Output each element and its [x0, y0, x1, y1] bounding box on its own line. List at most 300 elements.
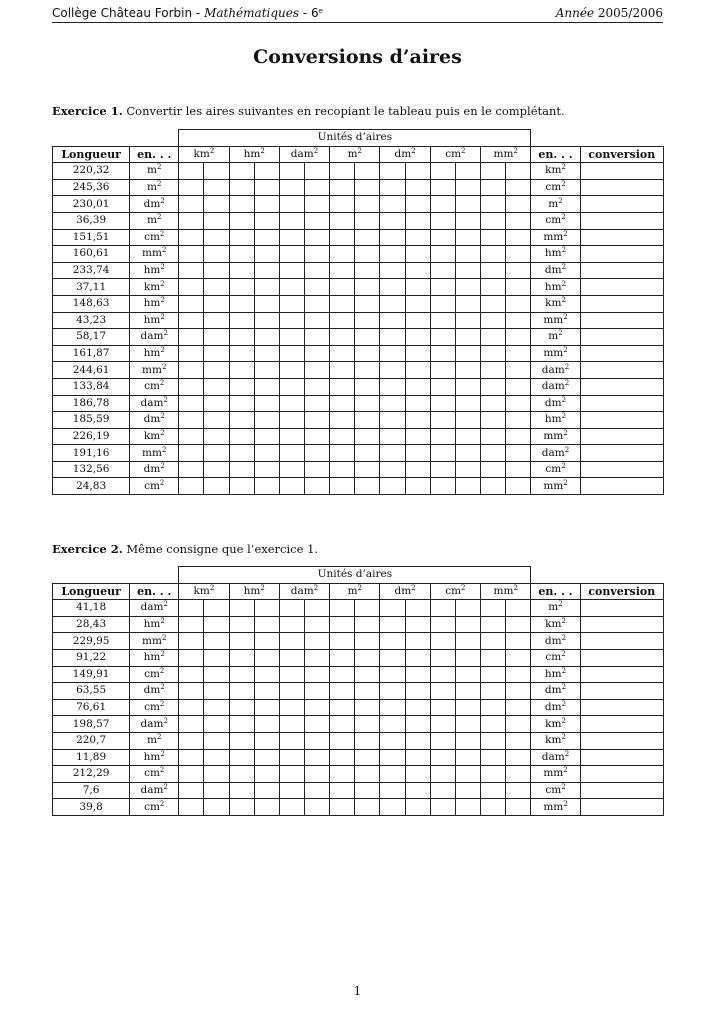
digit-cell[interactable] — [355, 395, 380, 412]
digit-cell[interactable] — [506, 229, 531, 246]
digit-cell[interactable] — [480, 246, 505, 263]
digit-cell[interactable] — [430, 295, 455, 312]
digit-cell[interactable] — [506, 163, 531, 180]
digit-cell[interactable] — [430, 412, 455, 429]
digit-cell[interactable] — [179, 362, 204, 379]
digit-cell[interactable] — [355, 782, 380, 799]
digit-cell[interactable] — [305, 782, 330, 799]
digit-cell[interactable] — [506, 766, 531, 783]
digit-cell[interactable] — [380, 782, 405, 799]
digit-cell[interactable] — [254, 246, 279, 263]
digit-cell[interactable] — [330, 395, 355, 412]
digit-cell[interactable] — [430, 179, 455, 196]
digit-cell[interactable] — [355, 649, 380, 666]
digit-cell[interactable] — [380, 649, 405, 666]
conversion-cell[interactable] — [580, 395, 663, 412]
digit-cell[interactable] — [455, 478, 480, 495]
digit-cell[interactable] — [380, 766, 405, 783]
conversion-cell[interactable] — [580, 229, 663, 246]
digit-cell[interactable] — [480, 312, 505, 329]
digit-cell[interactable] — [229, 295, 254, 312]
digit-cell[interactable] — [229, 246, 254, 263]
digit-cell[interactable] — [279, 262, 304, 279]
digit-cell[interactable] — [455, 229, 480, 246]
digit-cell[interactable] — [229, 666, 254, 683]
digit-cell[interactable] — [254, 395, 279, 412]
conversion-cell[interactable] — [580, 428, 663, 445]
digit-cell[interactable] — [430, 478, 455, 495]
digit-cell[interactable] — [305, 600, 330, 617]
digit-cell[interactable] — [204, 699, 229, 716]
digit-cell[interactable] — [204, 196, 229, 213]
digit-cell[interactable] — [380, 279, 405, 296]
digit-cell[interactable] — [405, 666, 430, 683]
digit-cell[interactable] — [229, 683, 254, 700]
digit-cell[interactable] — [506, 196, 531, 213]
digit-cell[interactable] — [179, 395, 204, 412]
digit-cell[interactable] — [405, 279, 430, 296]
digit-cell[interactable] — [204, 246, 229, 263]
digit-cell[interactable] — [279, 616, 304, 633]
digit-cell[interactable] — [204, 279, 229, 296]
digit-cell[interactable] — [330, 262, 355, 279]
digit-cell[interactable] — [254, 262, 279, 279]
digit-cell[interactable] — [455, 666, 480, 683]
digit-cell[interactable] — [355, 246, 380, 263]
digit-cell[interactable] — [480, 732, 505, 749]
digit-cell[interactable] — [455, 395, 480, 412]
digit-cell[interactable] — [455, 345, 480, 362]
digit-cell[interactable] — [229, 212, 254, 229]
digit-cell[interactable] — [229, 766, 254, 783]
digit-cell[interactable] — [330, 732, 355, 749]
digit-cell[interactable] — [506, 732, 531, 749]
digit-cell[interactable] — [279, 445, 304, 462]
digit-cell[interactable] — [330, 666, 355, 683]
digit-cell[interactable] — [405, 699, 430, 716]
digit-cell[interactable] — [254, 345, 279, 362]
digit-cell[interactable] — [179, 732, 204, 749]
digit-cell[interactable] — [254, 362, 279, 379]
digit-cell[interactable] — [254, 782, 279, 799]
digit-cell[interactable] — [254, 295, 279, 312]
digit-cell[interactable] — [355, 229, 380, 246]
digit-cell[interactable] — [355, 478, 380, 495]
digit-cell[interactable] — [305, 616, 330, 633]
digit-cell[interactable] — [330, 279, 355, 296]
digit-cell[interactable] — [279, 246, 304, 263]
digit-cell[interactable] — [279, 395, 304, 412]
digit-cell[interactable] — [254, 732, 279, 749]
digit-cell[interactable] — [254, 428, 279, 445]
digit-cell[interactable] — [355, 295, 380, 312]
digit-cell[interactable] — [305, 212, 330, 229]
digit-cell[interactable] — [179, 616, 204, 633]
digit-cell[interactable] — [430, 749, 455, 766]
digit-cell[interactable] — [179, 179, 204, 196]
digit-cell[interactable] — [279, 196, 304, 213]
digit-cell[interactable] — [305, 395, 330, 412]
digit-cell[interactable] — [355, 312, 380, 329]
digit-cell[interactable] — [480, 196, 505, 213]
digit-cell[interactable] — [279, 699, 304, 716]
digit-cell[interactable] — [305, 428, 330, 445]
digit-cell[interactable] — [405, 716, 430, 733]
digit-cell[interactable] — [506, 412, 531, 429]
digit-cell[interactable] — [405, 295, 430, 312]
digit-cell[interactable] — [229, 345, 254, 362]
digit-cell[interactable] — [430, 649, 455, 666]
digit-cell[interactable] — [254, 412, 279, 429]
digit-cell[interactable] — [229, 749, 254, 766]
digit-cell[interactable] — [455, 749, 480, 766]
digit-cell[interactable] — [179, 378, 204, 395]
conversion-cell[interactable] — [580, 262, 663, 279]
digit-cell[interactable] — [254, 445, 279, 462]
conversion-cell[interactable] — [580, 683, 663, 700]
digit-cell[interactable] — [204, 345, 229, 362]
digit-cell[interactable] — [330, 683, 355, 700]
digit-cell[interactable] — [506, 212, 531, 229]
digit-cell[interactable] — [455, 378, 480, 395]
digit-cell[interactable] — [204, 461, 229, 478]
digit-cell[interactable] — [330, 428, 355, 445]
conversion-cell[interactable] — [580, 600, 663, 617]
digit-cell[interactable] — [179, 649, 204, 666]
digit-cell[interactable] — [179, 445, 204, 462]
digit-cell[interactable] — [204, 428, 229, 445]
digit-cell[interactable] — [179, 699, 204, 716]
digit-cell[interactable] — [204, 412, 229, 429]
digit-cell[interactable] — [430, 345, 455, 362]
digit-cell[interactable] — [330, 378, 355, 395]
digit-cell[interactable] — [506, 179, 531, 196]
digit-cell[interactable] — [279, 412, 304, 429]
digit-cell[interactable] — [229, 262, 254, 279]
digit-cell[interactable] — [405, 445, 430, 462]
digit-cell[interactable] — [229, 600, 254, 617]
digit-cell[interactable] — [204, 295, 229, 312]
digit-cell[interactable] — [430, 633, 455, 650]
digit-cell[interactable] — [330, 212, 355, 229]
digit-cell[interactable] — [229, 395, 254, 412]
digit-cell[interactable] — [380, 163, 405, 180]
digit-cell[interactable] — [305, 378, 330, 395]
digit-cell[interactable] — [506, 749, 531, 766]
conversion-cell[interactable] — [580, 782, 663, 799]
digit-cell[interactable] — [430, 799, 455, 816]
digit-cell[interactable] — [506, 616, 531, 633]
digit-cell[interactable] — [455, 262, 480, 279]
digit-cell[interactable] — [204, 179, 229, 196]
digit-cell[interactable] — [480, 412, 505, 429]
digit-cell[interactable] — [430, 312, 455, 329]
digit-cell[interactable] — [204, 649, 229, 666]
digit-cell[interactable] — [305, 445, 330, 462]
conversion-cell[interactable] — [580, 212, 663, 229]
digit-cell[interactable] — [455, 782, 480, 799]
digit-cell[interactable] — [455, 295, 480, 312]
digit-cell[interactable] — [355, 212, 380, 229]
digit-cell[interactable] — [480, 782, 505, 799]
digit-cell[interactable] — [506, 461, 531, 478]
digit-cell[interactable] — [480, 212, 505, 229]
digit-cell[interactable] — [229, 163, 254, 180]
digit-cell[interactable] — [279, 478, 304, 495]
digit-cell[interactable] — [355, 616, 380, 633]
digit-cell[interactable] — [405, 616, 430, 633]
digit-cell[interactable] — [279, 329, 304, 346]
digit-cell[interactable] — [405, 345, 430, 362]
digit-cell[interactable] — [204, 478, 229, 495]
digit-cell[interactable] — [430, 666, 455, 683]
digit-cell[interactable] — [480, 799, 505, 816]
digit-cell[interactable] — [506, 666, 531, 683]
digit-cell[interactable] — [254, 478, 279, 495]
digit-cell[interactable] — [279, 163, 304, 180]
digit-cell[interactable] — [279, 279, 304, 296]
digit-cell[interactable] — [405, 163, 430, 180]
digit-cell[interactable] — [355, 329, 380, 346]
digit-cell[interactable] — [305, 461, 330, 478]
digit-cell[interactable] — [480, 600, 505, 617]
digit-cell[interactable] — [355, 766, 380, 783]
digit-cell[interactable] — [355, 262, 380, 279]
digit-cell[interactable] — [229, 461, 254, 478]
digit-cell[interactable] — [330, 633, 355, 650]
digit-cell[interactable] — [279, 345, 304, 362]
digit-cell[interactable] — [305, 412, 330, 429]
digit-cell[interactable] — [480, 179, 505, 196]
digit-cell[interactable] — [254, 461, 279, 478]
digit-cell[interactable] — [179, 295, 204, 312]
digit-cell[interactable] — [179, 163, 204, 180]
digit-cell[interactable] — [279, 633, 304, 650]
digit-cell[interactable] — [179, 262, 204, 279]
conversion-cell[interactable] — [580, 649, 663, 666]
digit-cell[interactable] — [405, 329, 430, 346]
digit-cell[interactable] — [229, 229, 254, 246]
digit-cell[interactable] — [405, 600, 430, 617]
digit-cell[interactable] — [405, 229, 430, 246]
digit-cell[interactable] — [380, 362, 405, 379]
digit-cell[interactable] — [455, 766, 480, 783]
conversion-cell[interactable] — [580, 461, 663, 478]
digit-cell[interactable] — [355, 633, 380, 650]
digit-cell[interactable] — [355, 362, 380, 379]
digit-cell[interactable] — [355, 600, 380, 617]
digit-cell[interactable] — [480, 616, 505, 633]
digit-cell[interactable] — [405, 312, 430, 329]
digit-cell[interactable] — [506, 312, 531, 329]
digit-cell[interactable] — [179, 345, 204, 362]
digit-cell[interactable] — [254, 699, 279, 716]
digit-cell[interactable] — [480, 378, 505, 395]
digit-cell[interactable] — [455, 279, 480, 296]
digit-cell[interactable] — [455, 633, 480, 650]
digit-cell[interactable] — [430, 683, 455, 700]
digit-cell[interactable] — [405, 246, 430, 263]
digit-cell[interactable] — [380, 428, 405, 445]
digit-cell[interactable] — [355, 163, 380, 180]
digit-cell[interactable] — [254, 749, 279, 766]
digit-cell[interactable] — [380, 196, 405, 213]
digit-cell[interactable] — [380, 262, 405, 279]
digit-cell[interactable] — [405, 649, 430, 666]
digit-cell[interactable] — [179, 196, 204, 213]
digit-cell[interactable] — [204, 395, 229, 412]
digit-cell[interactable] — [179, 229, 204, 246]
digit-cell[interactable] — [480, 666, 505, 683]
digit-cell[interactable] — [330, 295, 355, 312]
digit-cell[interactable] — [330, 782, 355, 799]
digit-cell[interactable] — [279, 179, 304, 196]
digit-cell[interactable] — [455, 649, 480, 666]
digit-cell[interactable] — [330, 445, 355, 462]
digit-cell[interactable] — [355, 749, 380, 766]
digit-cell[interactable] — [279, 312, 304, 329]
digit-cell[interactable] — [330, 163, 355, 180]
digit-cell[interactable] — [380, 616, 405, 633]
digit-cell[interactable] — [179, 279, 204, 296]
digit-cell[interactable] — [254, 799, 279, 816]
digit-cell[interactable] — [506, 262, 531, 279]
digit-cell[interactable] — [305, 229, 330, 246]
digit-cell[interactable] — [380, 461, 405, 478]
digit-cell[interactable] — [330, 799, 355, 816]
digit-cell[interactable] — [480, 445, 505, 462]
digit-cell[interactable] — [179, 683, 204, 700]
conversion-cell[interactable] — [580, 749, 663, 766]
conversion-cell[interactable] — [580, 412, 663, 429]
digit-cell[interactable] — [355, 279, 380, 296]
digit-cell[interactable] — [455, 616, 480, 633]
digit-cell[interactable] — [380, 345, 405, 362]
conversion-cell[interactable] — [580, 633, 663, 650]
digit-cell[interactable] — [204, 633, 229, 650]
digit-cell[interactable] — [430, 262, 455, 279]
digit-cell[interactable] — [330, 600, 355, 617]
digit-cell[interactable] — [305, 766, 330, 783]
digit-cell[interactable] — [405, 799, 430, 816]
digit-cell[interactable] — [455, 732, 480, 749]
digit-cell[interactable] — [179, 246, 204, 263]
conversion-cell[interactable] — [580, 312, 663, 329]
digit-cell[interactable] — [179, 749, 204, 766]
digit-cell[interactable] — [506, 799, 531, 816]
digit-cell[interactable] — [405, 362, 430, 379]
digit-cell[interactable] — [305, 262, 330, 279]
digit-cell[interactable] — [229, 312, 254, 329]
digit-cell[interactable] — [506, 295, 531, 312]
digit-cell[interactable] — [455, 312, 480, 329]
conversion-cell[interactable] — [580, 196, 663, 213]
digit-cell[interactable] — [480, 229, 505, 246]
digit-cell[interactable] — [204, 782, 229, 799]
digit-cell[interactable] — [405, 412, 430, 429]
digit-cell[interactable] — [229, 279, 254, 296]
digit-cell[interactable] — [229, 799, 254, 816]
digit-cell[interactable] — [480, 766, 505, 783]
conversion-cell[interactable] — [580, 445, 663, 462]
digit-cell[interactable] — [405, 782, 430, 799]
digit-cell[interactable] — [380, 716, 405, 733]
digit-cell[interactable] — [455, 246, 480, 263]
digit-cell[interactable] — [330, 461, 355, 478]
digit-cell[interactable] — [229, 179, 254, 196]
digit-cell[interactable] — [430, 428, 455, 445]
conversion-cell[interactable] — [580, 616, 663, 633]
digit-cell[interactable] — [229, 616, 254, 633]
digit-cell[interactable] — [455, 600, 480, 617]
digit-cell[interactable] — [229, 196, 254, 213]
digit-cell[interactable] — [455, 362, 480, 379]
digit-cell[interactable] — [480, 163, 505, 180]
digit-cell[interactable] — [204, 683, 229, 700]
digit-cell[interactable] — [380, 799, 405, 816]
digit-cell[interactable] — [455, 461, 480, 478]
conversion-cell[interactable] — [580, 699, 663, 716]
digit-cell[interactable] — [330, 312, 355, 329]
digit-cell[interactable] — [430, 445, 455, 462]
digit-cell[interactable] — [254, 329, 279, 346]
digit-cell[interactable] — [405, 766, 430, 783]
digit-cell[interactable] — [229, 782, 254, 799]
conversion-cell[interactable] — [580, 345, 663, 362]
digit-cell[interactable] — [405, 212, 430, 229]
digit-cell[interactable] — [305, 649, 330, 666]
digit-cell[interactable] — [355, 445, 380, 462]
digit-cell[interactable] — [279, 461, 304, 478]
conversion-cell[interactable] — [580, 295, 663, 312]
digit-cell[interactable] — [506, 600, 531, 617]
digit-cell[interactable] — [279, 766, 304, 783]
digit-cell[interactable] — [229, 445, 254, 462]
digit-cell[interactable] — [355, 179, 380, 196]
digit-cell[interactable] — [204, 262, 229, 279]
digit-cell[interactable] — [229, 362, 254, 379]
digit-cell[interactable] — [380, 212, 405, 229]
digit-cell[interactable] — [380, 633, 405, 650]
digit-cell[interactable] — [254, 633, 279, 650]
conversion-cell[interactable] — [580, 716, 663, 733]
digit-cell[interactable] — [380, 445, 405, 462]
digit-cell[interactable] — [204, 312, 229, 329]
digit-cell[interactable] — [254, 279, 279, 296]
digit-cell[interactable] — [179, 212, 204, 229]
digit-cell[interactable] — [380, 312, 405, 329]
digit-cell[interactable] — [305, 478, 330, 495]
digit-cell[interactable] — [506, 378, 531, 395]
digit-cell[interactable] — [355, 345, 380, 362]
digit-cell[interactable] — [279, 732, 304, 749]
digit-cell[interactable] — [179, 412, 204, 429]
digit-cell[interactable] — [430, 616, 455, 633]
digit-cell[interactable] — [330, 766, 355, 783]
digit-cell[interactable] — [430, 229, 455, 246]
digit-cell[interactable] — [430, 600, 455, 617]
digit-cell[interactable] — [204, 666, 229, 683]
conversion-cell[interactable] — [580, 279, 663, 296]
digit-cell[interactable] — [405, 683, 430, 700]
conversion-cell[interactable] — [580, 666, 663, 683]
digit-cell[interactable] — [179, 716, 204, 733]
digit-cell[interactable] — [455, 179, 480, 196]
digit-cell[interactable] — [380, 246, 405, 263]
digit-cell[interactable] — [380, 229, 405, 246]
digit-cell[interactable] — [506, 395, 531, 412]
digit-cell[interactable] — [380, 732, 405, 749]
